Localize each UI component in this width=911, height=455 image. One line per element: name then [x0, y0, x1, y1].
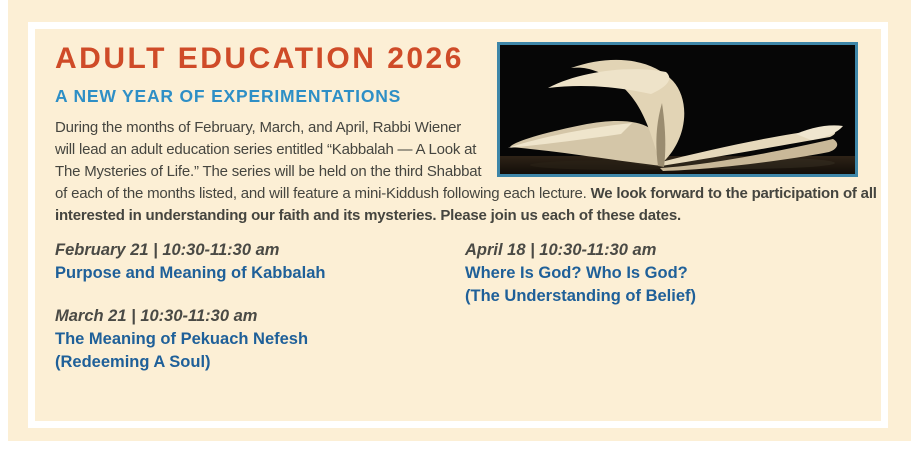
open-book-photo: [497, 42, 858, 177]
intro-text: During the months of February, March, and April, Rabbi Wiener will lead an adult education series entitled “Kabbalah — A Look at The Mysteries of Life.” The series will be held on the third Shabbat of each of the months listed, and will feature a mini-Kiddush following each lecture.: [55, 119, 591, 202]
schedule: [55, 239, 877, 394]
schedule-column-right: [465, 239, 696, 394]
flyer-content: [55, 42, 877, 394]
session-subtitle: (The Understanding of Belief): [465, 287, 696, 305]
intro-emphasis-text: We look forward to the participation of all interested in understanding our faith and its mysteries. Please join us each of these dates.: [55, 185, 877, 224]
session-date: April 18 | 10:30-11:30 am: [465, 241, 657, 259]
session-subtitle: (Redeeming A Soul): [55, 353, 211, 371]
schedule-item-february: [55, 239, 465, 285]
session-title: Purpose and Meaning of Kabbalah: [55, 264, 326, 282]
page-subtitle: A NEW YEAR OF EXPERIMENTATIONS: [55, 86, 402, 106]
session-date: March 21 | 10:30-11:30 am: [55, 307, 258, 325]
schedule-column-left: [55, 239, 465, 394]
schedule-item-march: [55, 305, 465, 374]
session-title: The Meaning of Pekuach Nefesh: [55, 330, 309, 348]
schedule-item-april: [465, 239, 696, 308]
open-book-illustration: [500, 45, 855, 174]
page-title: ADULT EDUCATION 2026: [55, 42, 464, 75]
session-date: February 21 | 10:30-11:30 am: [55, 241, 280, 259]
session-title: Where Is God? Who Is God?: [465, 264, 688, 282]
